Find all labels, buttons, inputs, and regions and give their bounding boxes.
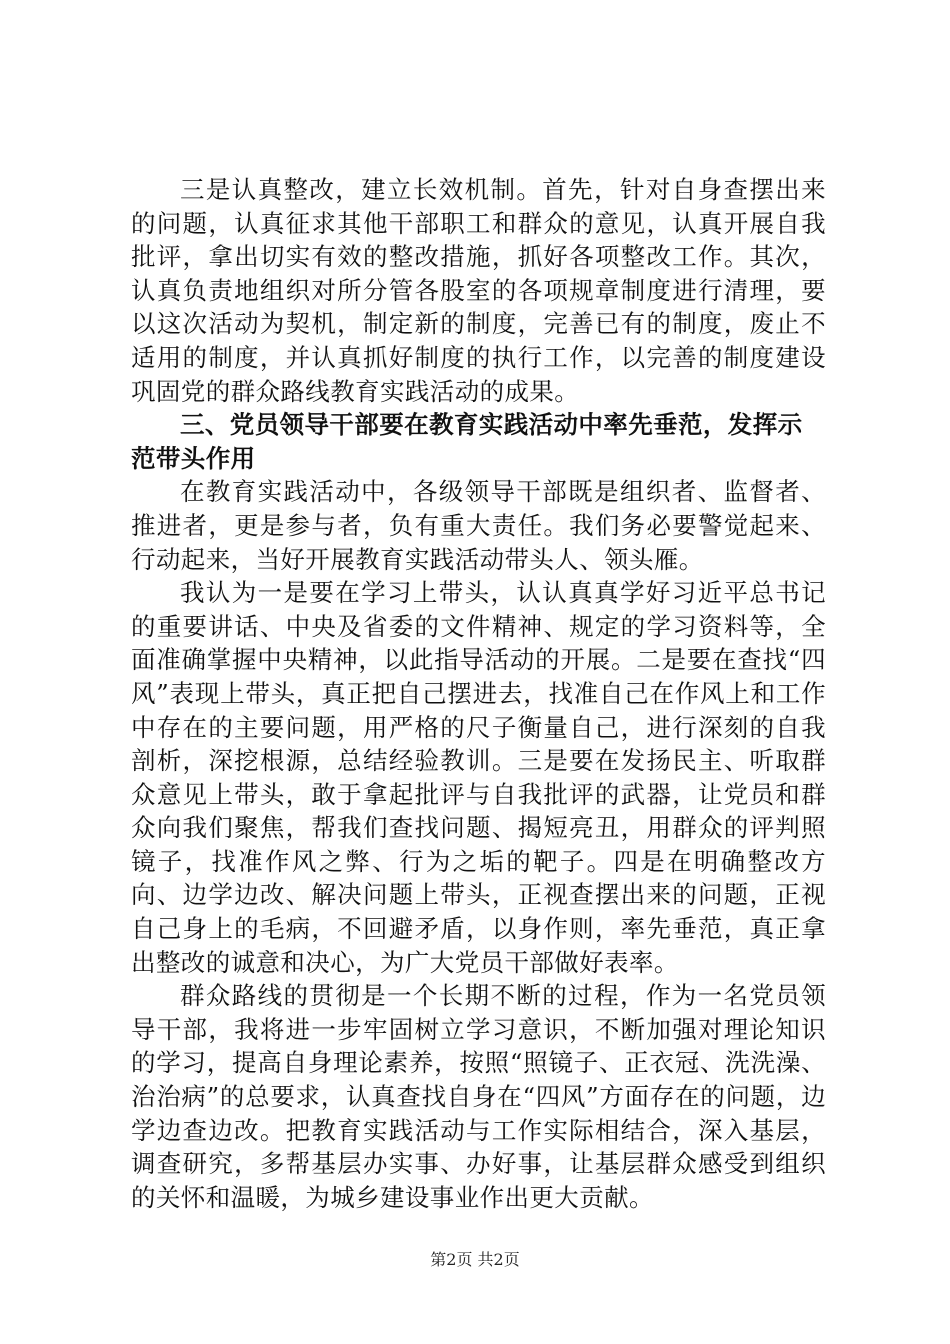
page-number-footer: 第2页 共2页 (430, 1250, 520, 1269)
document-body (131, 173, 826, 1214)
paragraph-conclusion: 群众路线的贯彻是一个长期不断的过程，作为一名党员领导干部，我将进一步牢固树立学习意识，不断加强对理论知识的学习，提高自身理论素养，按照“照镜子、正衣冠、洗洗澡、治治病”的总要求，认真查找自身在“四风”方面存在的问题，边学边查边改。把教育实践活动与工作实际相结合，深入基层，调查研究，多帮基层办实事、办好事，让基层群众感受到组织的关怀和温暖，为城乡建设事业作出更大贡献。 (131, 981, 826, 1212)
paragraph-leaders-role: 在教育实践活动中，各级领导干部既是组织者、监督者、推进者，更是参与者，负有重大责任。我们务必要警觉起来、行动起来，当好开展教育实践活动带头人、领头雁。 (131, 477, 826, 574)
paragraph-take-the-lead: 我认为一是要在学习上带头，认认真真学好习近平总书记的重要讲话、中央及省委的文件精神、规定的学习资料等，全面准确掌握中央精神，以此指导活动的开展。二是要在查找“四风”表现上带头，真正把自己摆进去，找准自己在作风上和工作中存在的主要问题，用严格的尺子衡量自己，进行深刻的自我剖析，深挖根源，总结经验教训。三是要在发扬民主、听取群众意见上带头，敢于拿起批评与自我批评的武器，让党员和群众向我们聚焦，帮我们查找问题、揭短亮丑，用群众的评判照镜子，找准作风之弊、行为之垢的靶子。四是在明确整改方向、边学边改、解决问题上带头，正视查摆出来的问题，正视自己身上的毛病，不回避矛盾，以身作则，率先垂范，真正拿出整改的诚意和决心，为广大党员干部做好表率。 (131, 578, 826, 977)
section-heading-3: 三、党员领导干部要在教育实践活动中率先垂范，发挥示范带头作用 (131, 410, 803, 473)
paragraph-rectification: 三是认真整改，建立长效机制。首先，针对自身查摆出来的问题，认真征求其他干部职工和群众的意见，认真开展自我批评，拿出切实有效的整改措施，抓好各项整改工作。其次，认真负责地组织对所分管各股室的各项规章制度进行清理，要以这次活动为契机，制定新的制度，完善已有的制度，废止不适用的制度，并认真抓好制度的执行工作，以完善的制度建设巩固党的群众路线教育实践活动的成果。 (131, 175, 826, 406)
